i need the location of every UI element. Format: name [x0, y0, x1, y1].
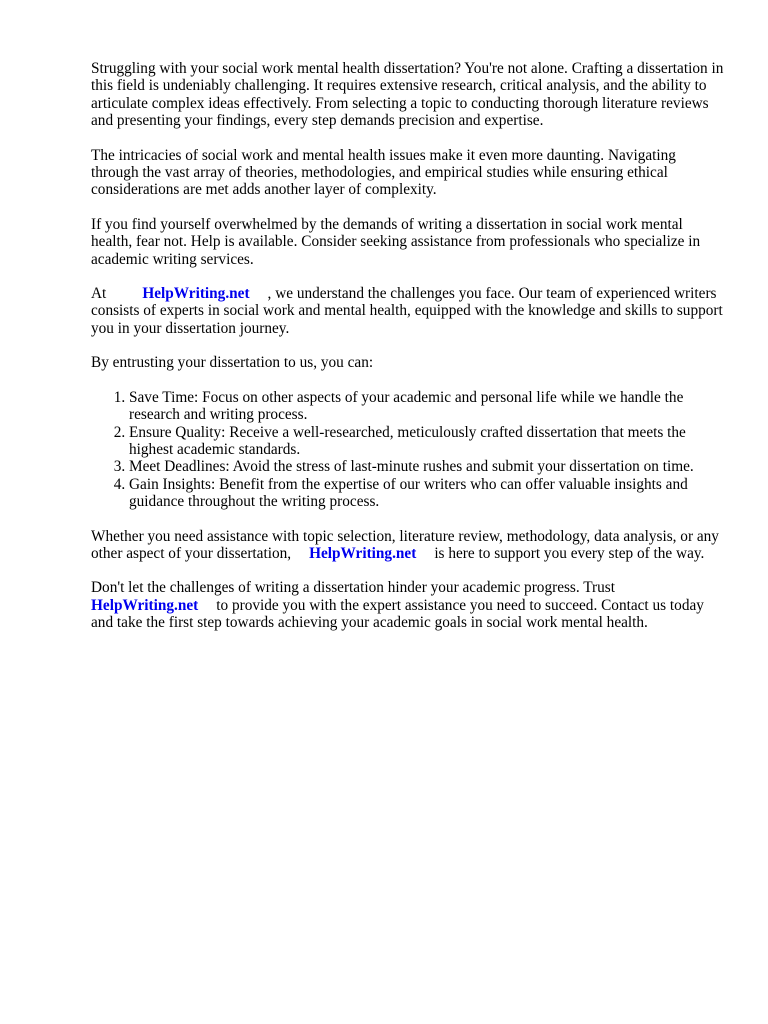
paragraph-help-available: If you find yourself overwhelmed by the demands of writing a dissertation in social work mental health, fear not. Help is available. Consider seeking assistance from professionals who specialize in academic writing services. [91, 215, 701, 268]
paragraph-about-us [91, 285, 727, 337]
paragraph-call-to-action [91, 579, 727, 631]
list-item: 2. Ensure Quality: Receive a well-researched, meticulously crafted dissertation that meets the highest academic standards. [129, 424, 727, 459]
list-item: 3. Meet Deadlines: Avoid the stress of last-minute rushes and submit your dissertation on time. [129, 458, 727, 475]
about-us-text: , we understand the challenges you face. Our team of experienced writers consists of experts in social work and mental health, equipped with the knowledge and skills to support you in your dissertation journey. [91, 285, 723, 337]
paragraph-assistance [91, 528, 727, 563]
list-item: 1. Save Time: Focus on other aspects of your academic and personal life while we handle the research and writing process. [129, 389, 727, 424]
helpwriting-link[interactable]: HelpWriting.net [142, 285, 250, 303]
cta-text: Don't let the challenges of writing a dissertation hinder your academic progress. Trust [91, 579, 616, 597]
cta-tail-text: to provide you with the expert assistance you need to succeed. Contact us today and take the first step towards achieving your academic goals in social work mental health. [91, 596, 704, 632]
paragraph-intro: Struggling with your social work mental health dissertation? You're not alone. Crafting a dissertation in this field is undeniably challenging. It requires extensive research, critical analysis, and the ability to articulate complex ideas effectively. From selecting a topic to conducting thorough literature reviews and presenting your findings, every step demands precision and expertise. [91, 60, 724, 130]
helpwriting-link[interactable]: HelpWriting.net [309, 544, 417, 562]
helpwriting-link[interactable]: HelpWriting.net [91, 596, 199, 614]
assistance-text: Whether you need assistance with topic selection, literature review, methodology, data analysis, or any other aspect of your dissertation, [91, 527, 719, 562]
paragraph-complexity: The intricacies of social work and mental health issues make it even more daunting. Navigating through the vast array of theories, methodologies, and empirical studies while ensuring ethical considerations are met adds another layer of complexity. [91, 146, 676, 199]
at-text: At [91, 285, 107, 303]
document-body [91, 60, 727, 649]
list-item: 4. Gain Insights: Benefit from the expertise of our writers who can offer valuable insights and guidance throughout the writing process. [129, 476, 727, 511]
paragraph-list-intro: By entrusting your dissertation to us, you can: [91, 354, 374, 372]
benefits-list [91, 389, 727, 511]
assistance-tail-text: is here to support you every step of the way. [434, 544, 705, 562]
